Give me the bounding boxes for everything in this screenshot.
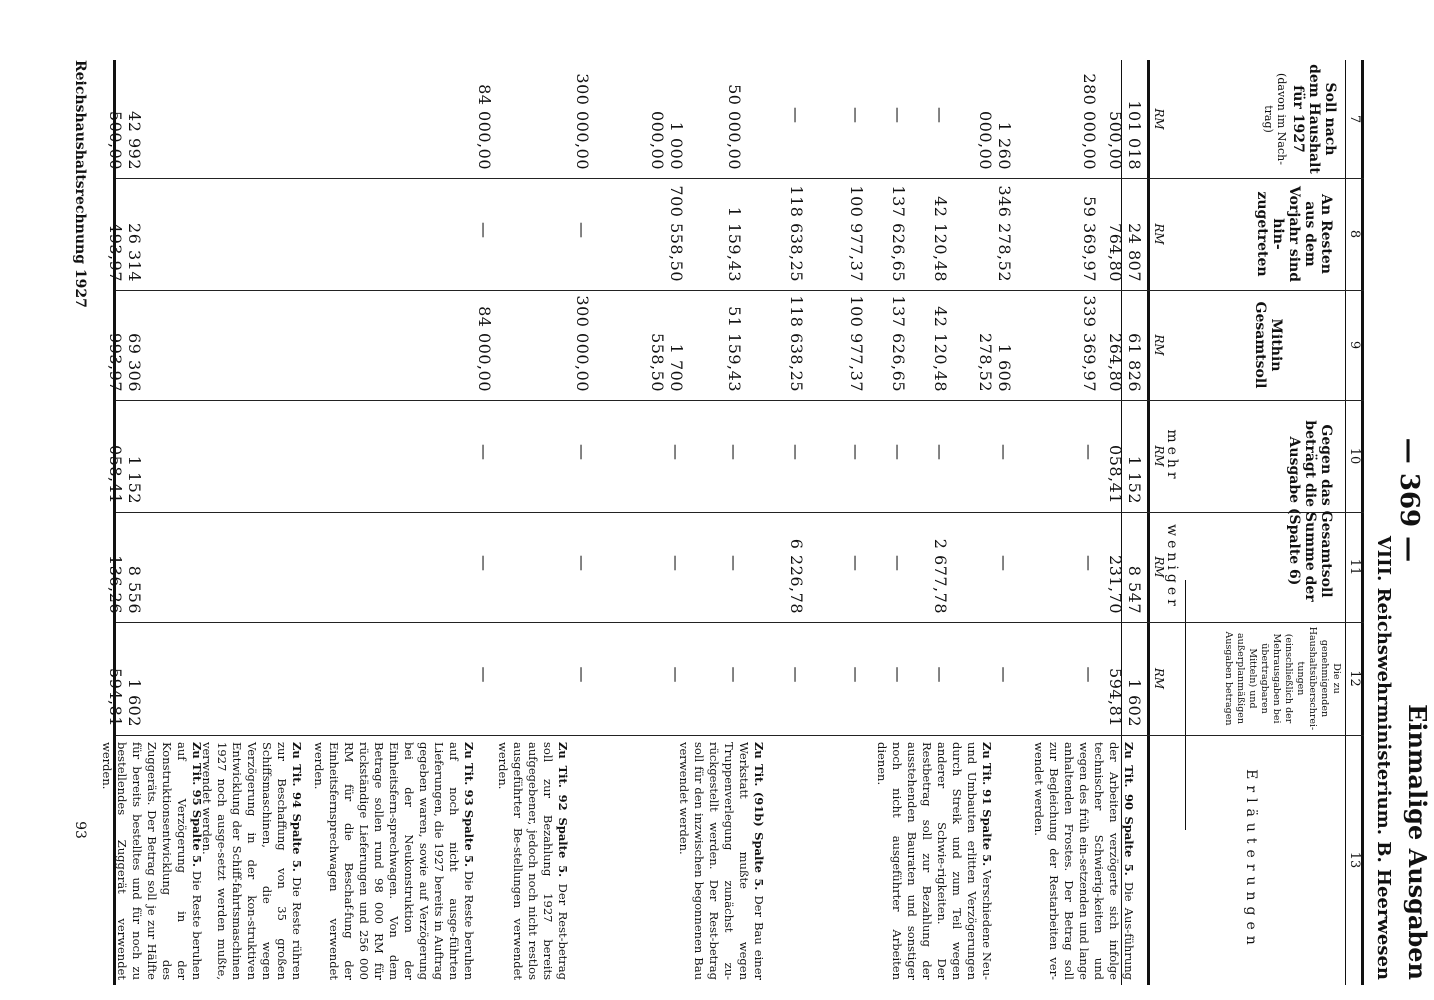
total-row-cell: 26 314 493,97 xyxy=(106,223,144,282)
note-tit-91b: Zu Tit. (91b) Spalte 5. Der Bau einer Werkstatt mußte wegen Truppenverlegung zunächst zu-rückgestellt werden. Der Rest-betrag soll für den inzwischen begonnenen Bau verwendet werden. xyxy=(677,742,766,980)
footer-page-number: 93 xyxy=(72,821,88,839)
table-cell: 300 000,00 xyxy=(573,73,592,170)
footer-title: Reichshaushaltsrechnung 1927 xyxy=(72,60,88,308)
table-cell: — xyxy=(667,666,686,683)
table-cell: 24 807 764,80 xyxy=(1106,223,1144,282)
header-mehr: mehr xyxy=(1164,429,1180,483)
colnum-11: 11 xyxy=(1347,558,1362,576)
colnum-13: 13 xyxy=(1347,851,1362,869)
total-row-cell: 8 556 136,26 xyxy=(106,555,144,614)
unit-rm: RM xyxy=(1152,334,1166,356)
table-cell: — xyxy=(475,666,494,683)
table-cell: — xyxy=(847,107,866,123)
table-cell: — xyxy=(667,444,686,460)
table-cell: 1 606 278,52 xyxy=(976,333,1014,392)
table-cell: — xyxy=(931,666,950,683)
table-cell: 137 626,65 xyxy=(889,295,908,392)
total-row-cell: 42 992 500,00 xyxy=(106,111,144,170)
table-cell: — xyxy=(787,444,806,460)
note-tit-95: Zu Tit. 95 Spalte 5. Die Reste beruhen auf Verzögerung in der Konstruktionsentwicklung des Zuggeräts. Der Betrag soll je zur Hälfte für bereits bestelltes und für noch zu bestellendes Zuggerät verwendet werden. xyxy=(100,742,204,980)
table-cell: 1 159,43 xyxy=(725,206,744,282)
table-cell: — xyxy=(889,666,908,683)
table-cell: 339 369,97 xyxy=(1080,295,1099,392)
table-cell: — xyxy=(725,444,744,460)
note-tit-94: Zu Tit. 94 Spalte 5. Die Reste rühren zur Beschaffung von 35 großen Schiffsmaschinen, die wegen Verzögerung in der kon-struktiven Entwicklung der Schiff-fahrtsmaschinen 1927 noch ausge-setzt werden mußte, verwendet werden. xyxy=(200,742,304,981)
table-cell: — xyxy=(1080,555,1099,571)
table-cell: 1 260 000,00 xyxy=(976,111,1014,170)
table-cell: 100 977,37 xyxy=(847,295,866,392)
header-soll: Soll nach dem Haushalt für 1927 (davon im Nach-trag) xyxy=(1262,64,1338,174)
header-reste: An Resten aus dem Vorjahr sind hin-zugetreten xyxy=(1254,185,1334,283)
table-cell: 346 278,52 xyxy=(995,185,1014,282)
total-row-cell: 1 602 594,81 xyxy=(106,668,144,727)
table-cell: 8 547 231,70 xyxy=(1106,555,1144,614)
note-tit-91: Zu Tit. 91 Spalte 5. Verschiedene Neu- und Umbauten erlitten Verzögerungen durch Streik und zum Teil wegen anderer Schwie-rigkeiten. Der Restbetrag soll zur Bezahlung der ausstehenden Bauraten und sonstiger noch nicht ausgeführter Arbeiten dienen. xyxy=(875,742,994,980)
note-tit-90: Zu Tit. 90 Spalte 5. Die Aus-führung der Arbeiten verzögerte sich infolge technischer Schwierig-keiten und wegen des früh ein-setzenden und lange anhaltenden Frostes. Der Betrag soll zur Begleichung der Restarbeiten ver-wendet werden. xyxy=(1032,742,1136,980)
table-cell: — xyxy=(787,107,806,123)
note-tit-92: Zu Tit. 92 Spalte 5. Der Rest-betrag soll zur Bezahlung 1927 bereits aufgegebener, jedoch noch nicht restlos ausgeführter Be-stellungen verwendet werden. xyxy=(496,742,570,980)
table-cell: — xyxy=(725,666,744,683)
table-cell: 280 000,00 xyxy=(1080,73,1099,170)
header-soll-sub: (davon im Nach-trag) xyxy=(1262,73,1288,165)
table-cell: — xyxy=(573,666,592,683)
table-cell: 84 000,00 xyxy=(475,306,494,392)
table-cell: 42 120,48 xyxy=(931,196,950,282)
table-cell: — xyxy=(573,222,592,238)
table-cell: — xyxy=(847,666,866,683)
table-cell: 118 638,25 xyxy=(787,185,806,282)
table-cell: — xyxy=(1080,666,1099,683)
colnum-10: 10 xyxy=(1347,447,1362,465)
header-gegen: Gegen das Gesamtsoll beträgt die Summe der Ausgabe (Spalte 6) xyxy=(1286,420,1334,602)
table-cell: — xyxy=(889,444,908,460)
table-cell: — xyxy=(931,107,950,123)
table-cell: — xyxy=(995,666,1014,683)
table-cell: — xyxy=(995,555,1014,571)
table-cell: 51 159,43 xyxy=(725,306,744,392)
table-cell: 137 626,65 xyxy=(889,185,908,282)
table-cell: — xyxy=(931,444,950,460)
table-cell: 2 677,78 xyxy=(931,538,950,614)
table-cell: 1 700 558,50 xyxy=(648,333,686,392)
table-cell: — xyxy=(475,222,494,238)
table-cell: — xyxy=(667,555,686,571)
total-row-cell: 69 306 993,97 xyxy=(106,333,144,392)
colnum-9: 9 xyxy=(1347,340,1362,350)
table-cell: 100 977,37 xyxy=(847,185,866,282)
table-cell: 101 018 500,00 xyxy=(1106,100,1144,170)
colnum-12: 12 xyxy=(1347,670,1362,687)
table-cell: — xyxy=(889,107,908,123)
page-title: Einmalige Ausgaben xyxy=(1403,704,1432,980)
table-cell: 42 120,48 xyxy=(931,306,950,392)
table-cell: — xyxy=(995,444,1014,460)
colnum-8: 8 xyxy=(1347,229,1362,239)
unit-rm: RM xyxy=(1152,108,1166,130)
table-cell: 300 000,00 xyxy=(573,295,592,392)
table-cell: — xyxy=(475,555,494,571)
table-cell: — xyxy=(1080,444,1099,460)
table-cell: — xyxy=(847,555,866,571)
table-cell: 6 226,78 xyxy=(787,538,806,614)
unit-rm: RM xyxy=(1152,667,1166,690)
total-row-cell: 1 152 058,41 xyxy=(106,445,144,504)
table-cell: 1 152 058,41 xyxy=(1106,445,1144,504)
unit-rm: RM xyxy=(1152,556,1166,578)
table-cell: — xyxy=(725,555,744,571)
table-cell: — xyxy=(787,666,806,683)
subheader-rule xyxy=(1185,580,1186,830)
header-weniger: weniger xyxy=(1164,524,1180,610)
table-cell: 1 602 594,81 xyxy=(1106,668,1144,727)
header-gesamtsoll: Mithin Gesamtsoll xyxy=(1252,301,1284,389)
colnum-rule xyxy=(1345,60,1346,985)
table-cell: — xyxy=(573,444,592,460)
table-cell: — xyxy=(475,444,494,460)
table-cell: 1 000 000,00 xyxy=(648,111,686,170)
table-cell: 50 000,00 xyxy=(725,84,744,170)
header-bottom-rule xyxy=(1147,60,1150,985)
unit-rm: RM xyxy=(1152,223,1166,245)
table-cell: — xyxy=(847,444,866,460)
table-cell: 84 000,00 xyxy=(475,84,494,170)
table-cell: — xyxy=(573,555,592,571)
col-sep xyxy=(116,735,1364,736)
colnum-7: 7 xyxy=(1347,114,1362,124)
table-cell: 700 558,50 xyxy=(667,185,686,282)
note-tit-93: Zu Tit. 93 Spalte 5. Die Reste beruhen auf noch nicht ausge-führten Lieferungen, die 1927 bereits in Auftrag gegeben waren, sowie auf Verzögerung bei der Neukonstruktion der Einheitsfern-sprechwagen. Von dem Betrage sollen rund 98 000 RM für rückständige Lieferungen und 256 000 RM für die Beschaf-fung der Einheitsfernsprechwagen verwendet werden. xyxy=(312,742,476,980)
table-cell: — xyxy=(889,555,908,571)
table-cell: 59 369,97 xyxy=(1080,196,1099,282)
unit-rm: RM xyxy=(1152,445,1166,467)
page-subtitle: VIII. Reichswehrministerium. B. Heerwesen xyxy=(1373,535,1394,980)
table-cell: 61 826 264,80 xyxy=(1106,333,1144,392)
table-cell: 118 638,25 xyxy=(787,295,806,392)
header-ueberschreitungen: Die zu genehmigenden Haushaltsüberschrei-tungen (einschließlich der Mehrausgaben bei übertragbaren Mitteln) und außerplanmäßigen Ausgaben betragen xyxy=(1223,626,1342,731)
page-number: — 369 — xyxy=(1394,437,1424,563)
header-erlaeuterungen: Erläuterungen xyxy=(1243,769,1259,951)
